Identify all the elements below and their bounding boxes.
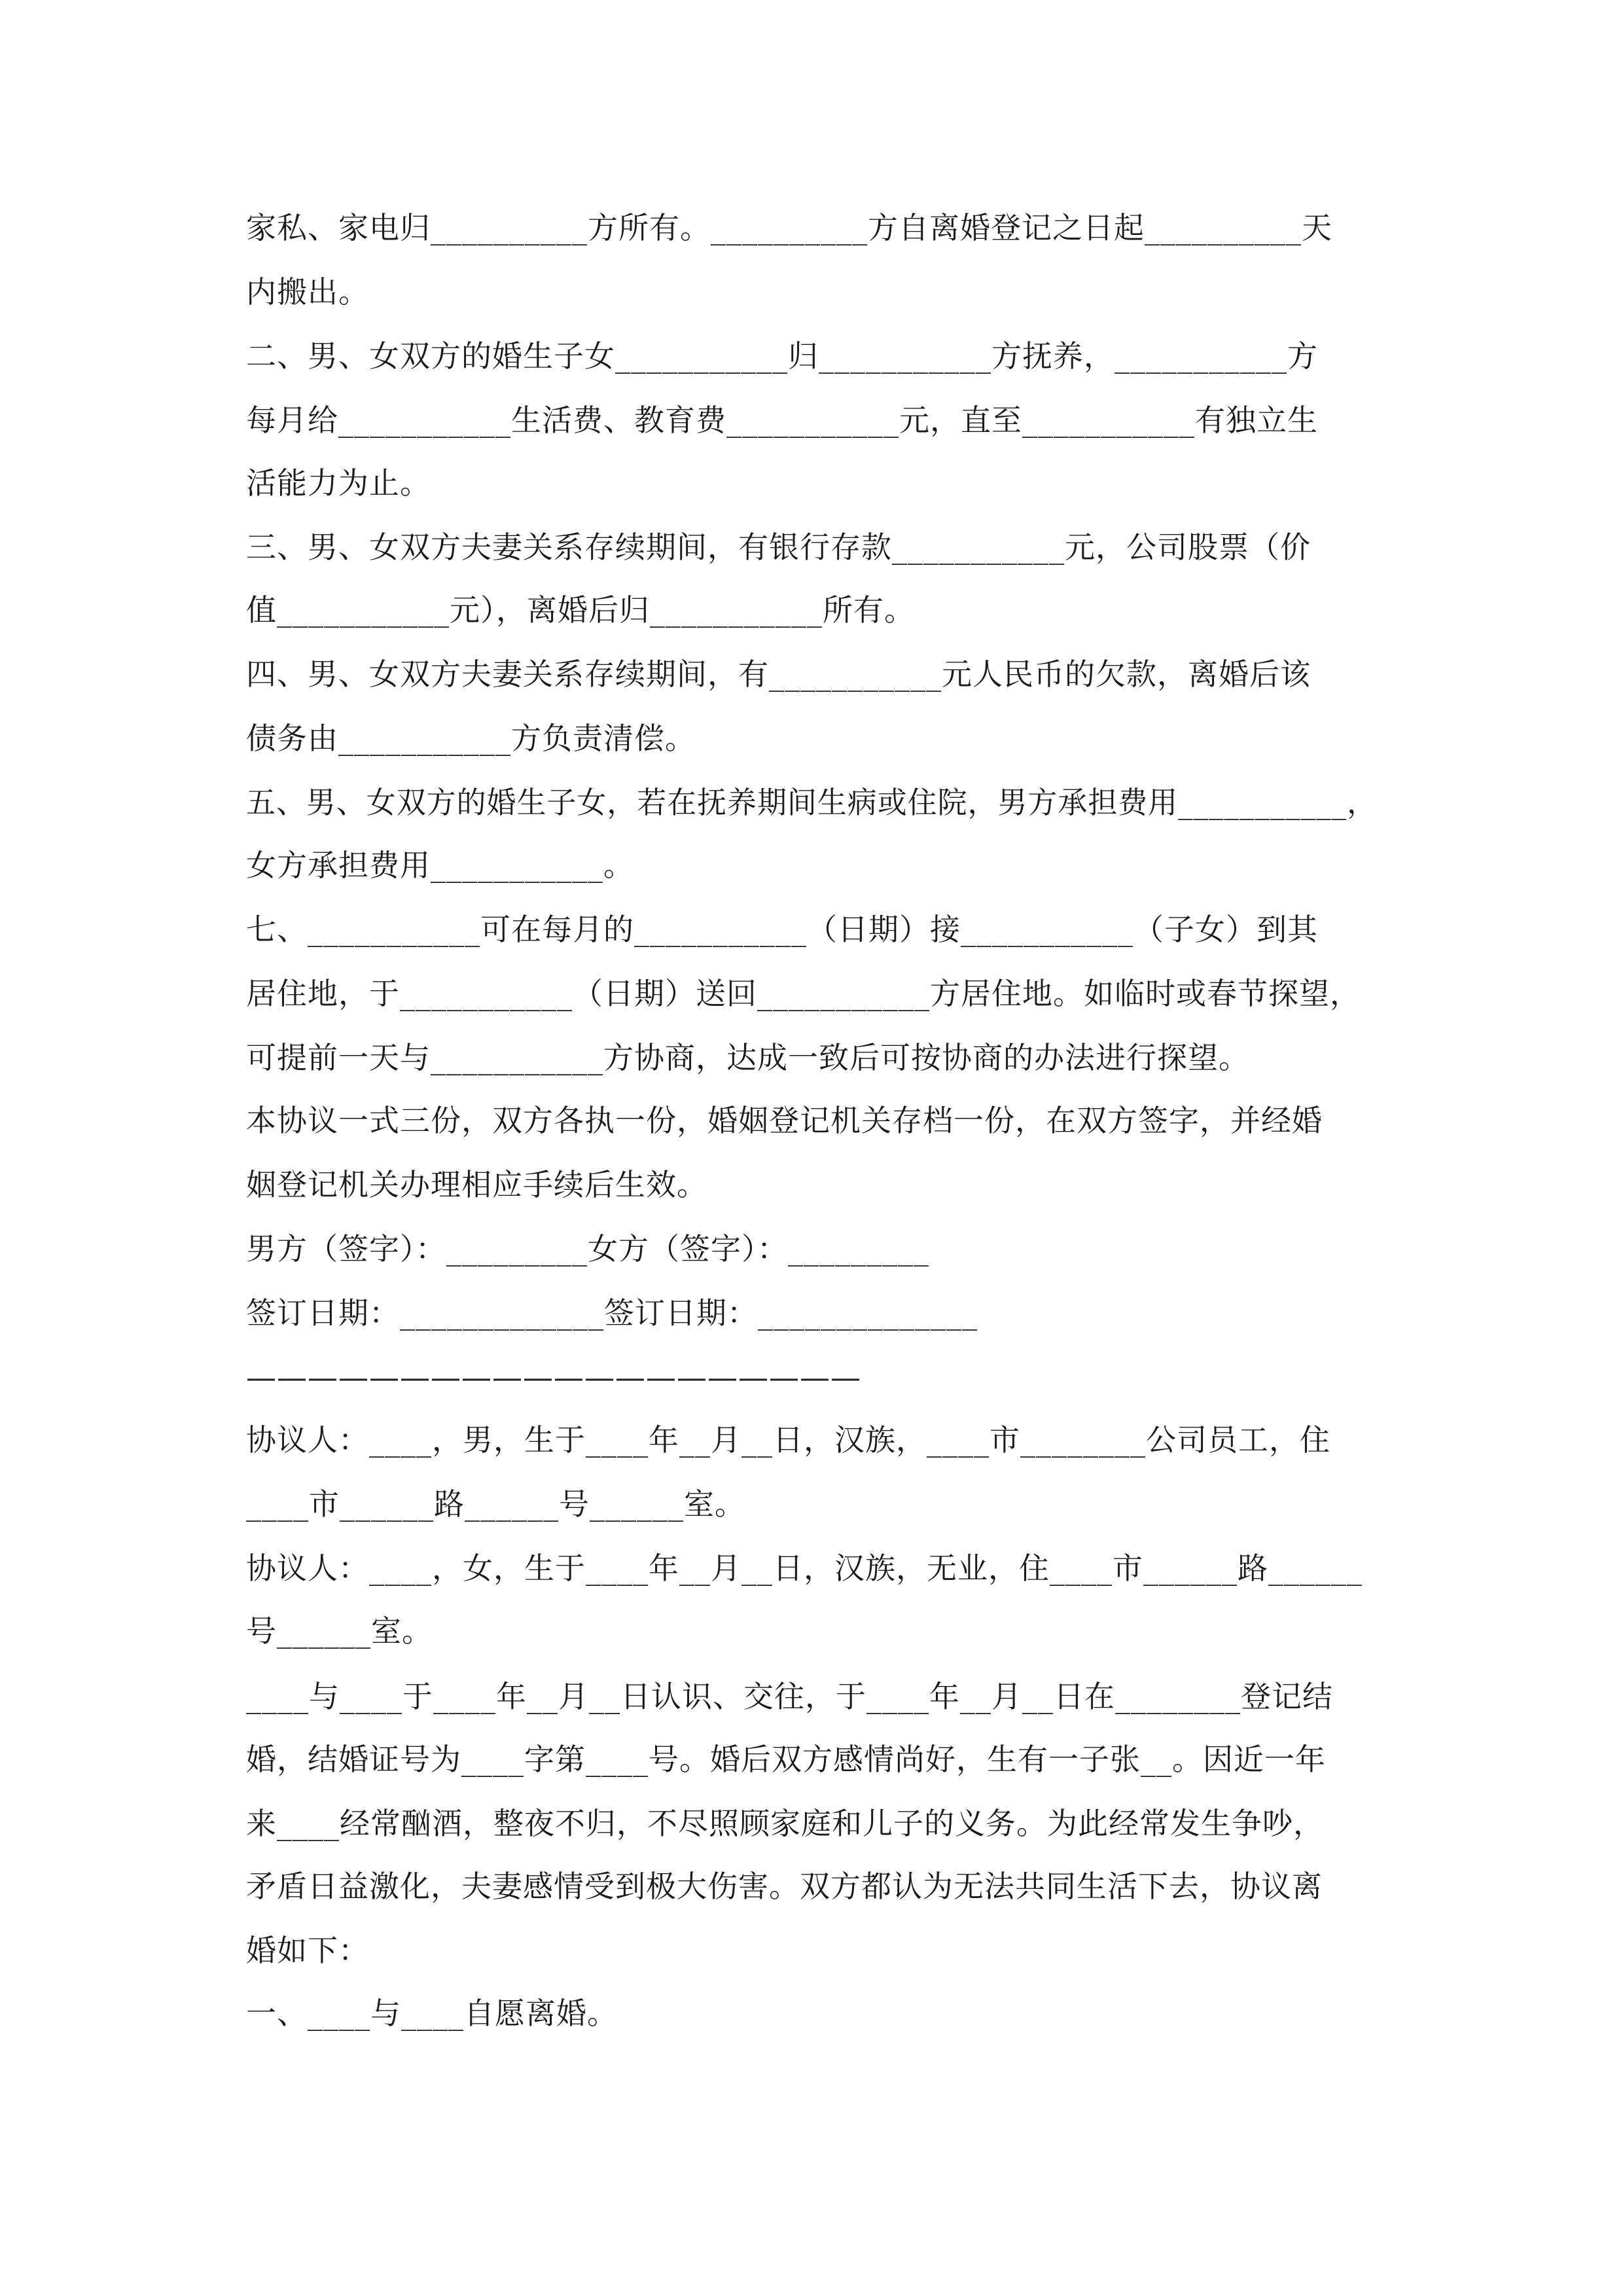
- text-line: 居住地，于___________（日期）送回___________方居住地。如临时或春节探望，: [246, 976, 1361, 1011]
- text-line: 二、男、女双方的婚生子女___________归___________方抚养，___________方: [246, 338, 1318, 374]
- text-line: ____市______路______号______室。: [246, 1486, 745, 1522]
- text-line: ____与____于____年__月__日认识、交往，于____年__月__日在________登记结: [246, 1679, 1333, 1714]
- text-line: 协议人：____，男，生于____年__月__日，汉族，____市________公司员工，住: [246, 1422, 1330, 1458]
- text-line: 一、____与____自愿离婚。: [246, 1996, 618, 2031]
- text-line: 债务由___________方负责清偿。: [246, 721, 696, 756]
- text-line: 每月给___________生活费、教育费___________元，直至___________有独立生: [246, 403, 1318, 438]
- signature-line: 男方（签字）：_________女方（签字）：_________: [246, 1231, 929, 1266]
- text-line: 女方承担费用___________。: [246, 848, 634, 883]
- text-line: 可提前一天与___________方协商，达成一致后可按协商的办法进行探望。: [246, 1040, 1249, 1075]
- divider-line: ————————————————————: [246, 1359, 861, 1395]
- text-line: 婚，结婚证号为____字第____号。婚后双方感情尚好，生有一子张__。因近一年: [246, 1742, 1326, 1777]
- text-line: 矛盾日益激化，夫妻感情受到极大伤害。双方都认为无法共同生活下去，协议离: [246, 1869, 1323, 1904]
- text-line: 姻登记机关办理相应手续后生效。: [246, 1167, 707, 1202]
- date-line: 签订日期：_____________签订日期：______________: [246, 1295, 978, 1331]
- text-line: 活能力为止。: [246, 465, 431, 501]
- text-line: 婚如下：: [246, 1933, 369, 1968]
- text-line: 内搬出。: [246, 274, 369, 310]
- text-line: 家私、家电归__________方所有。__________方自离婚登记之日起__________天: [246, 210, 1332, 245]
- text-line: 协议人：____，女，生于____年__月__日，汉族，无业，住____市______路______: [246, 1551, 1363, 1586]
- text-line: 四、男、女双方夫妻关系存续期间，有___________元人民币的欠款，离婚后该: [246, 656, 1311, 692]
- text-line: 号______室。: [246, 1613, 433, 1649]
- text-line: 五、男、女双方的婚生子女，若在抚养期间生病或住院，男方承担费用___________，: [246, 785, 1378, 820]
- text-line: 三、男、女双方夫妻关系存续期间，有银行存款___________元，公司股票（价: [246, 529, 1311, 565]
- text-line: 来____经常酗酒，整夜不归，不尽照顾家庭和儿子的义务。为此经常发生争吵，: [246, 1806, 1324, 1841]
- text-line: 七、___________可在每月的___________（日期）接___________（子女）到其: [246, 912, 1318, 947]
- text-line: 值___________元），离婚后归___________所有。: [246, 592, 915, 628]
- text-line: 本协议一式三份，双方各执一份，婚姻登记机关存档一份，在双方签字，并经婚: [246, 1103, 1323, 1138]
